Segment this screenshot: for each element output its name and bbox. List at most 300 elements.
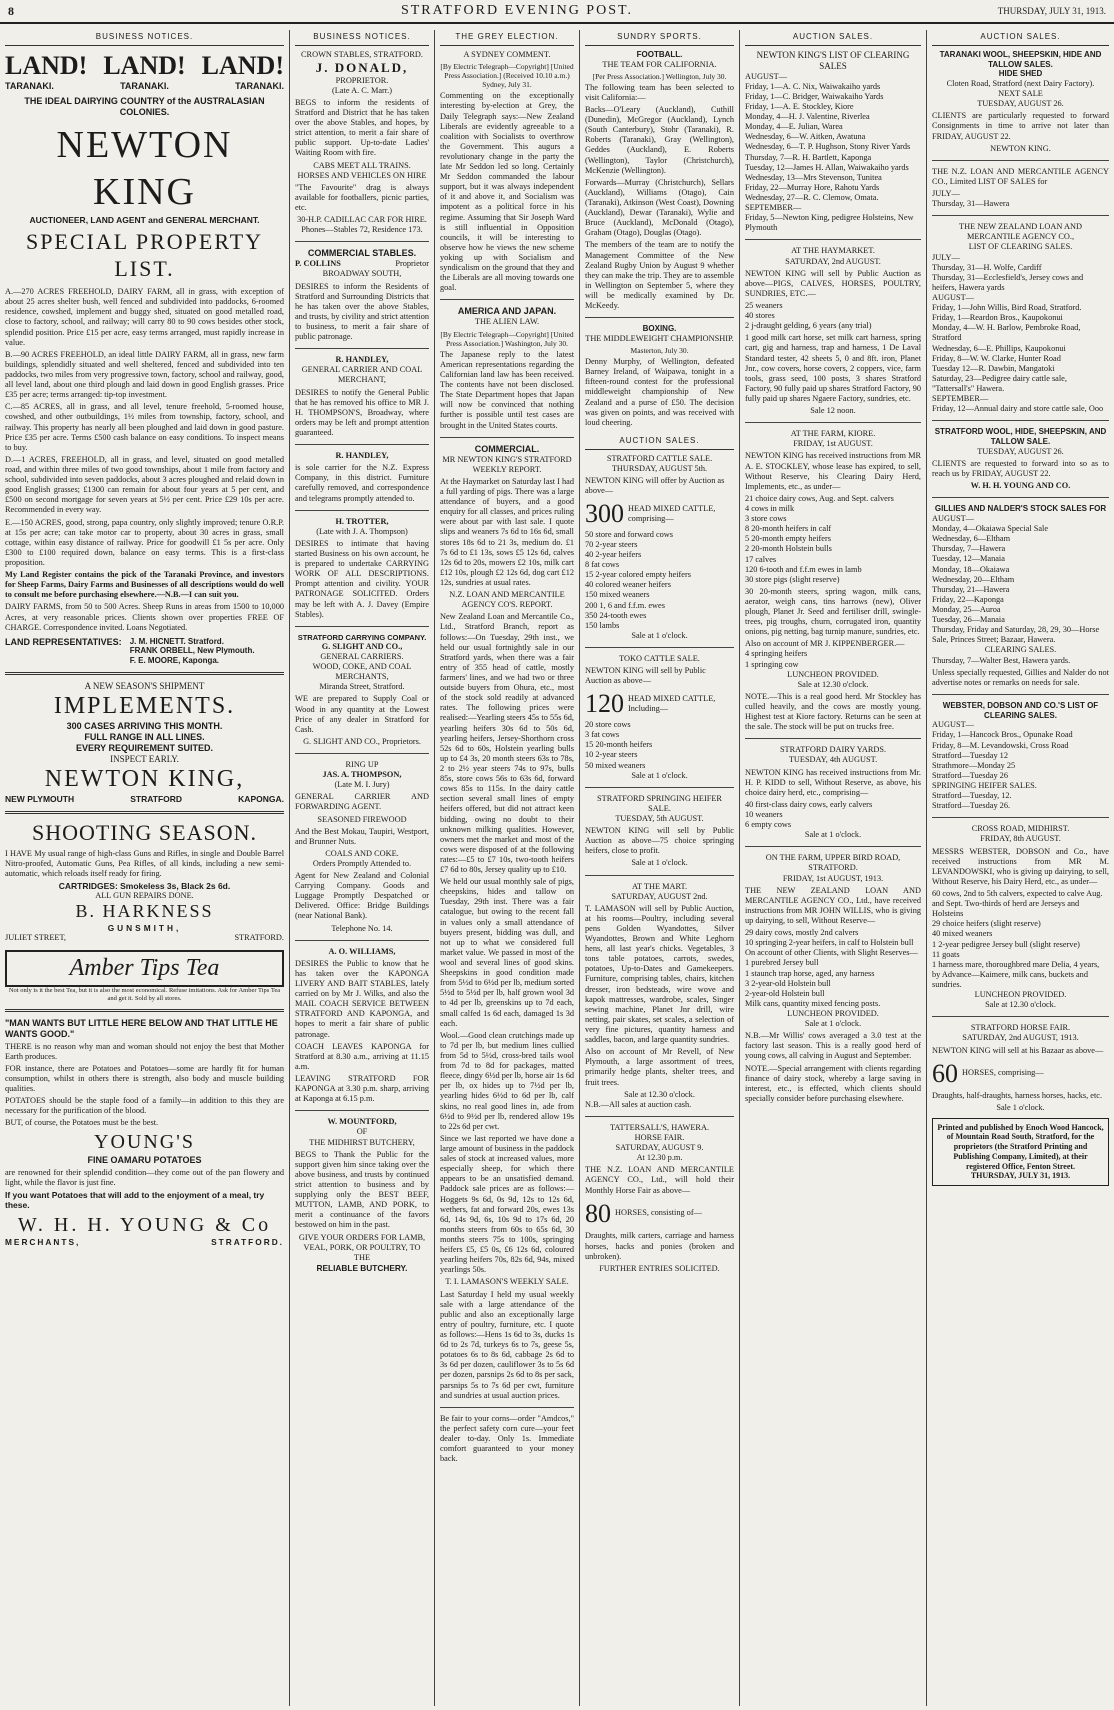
cadillac-line: 30-H.P. CADILLAC CAR FOR HIRE. (297, 215, 427, 225)
list-item: 1 2-year pedigree Jersey bull (slight reserve) (932, 939, 1080, 949)
young-para: FOR instance, there are Potatoes and Potatoes—some are hardly fit for human consumption, whilst in others there is strength, also body and muscle building qualities. (5, 1063, 284, 1093)
cross-road: CROSS ROAD, MIDHIRST. (971, 824, 1070, 834)
horse-fair-heading: STRATFORD HORSE FAIR. (970, 1023, 1071, 1033)
horse-time: At 12.30 p.m. (636, 1153, 683, 1163)
paper-title: STRATFORD EVENING POST. (400, 3, 634, 18)
sale-time: Sale at 1 o'clock. (631, 630, 688, 640)
toko-will: NEWTON KING will sell by Public Auction as above— (585, 666, 706, 686)
list-item: Friday, 12—Annual dairy and store cattle sale, Ooo (932, 404, 1104, 414)
column-6 (927, 30, 1114, 1706)
list-item: 1 springing cow (745, 659, 799, 669)
nzloan-text: Wool.—Good clean crutchings made up to 7d per lb, but medium lines cullied from 5d to 5½d, cross-bred tails wool from 7d to 8d for packages, matted fleece, dingy 6½d per lb, horse air 1s 6d per lb, ox hides up to 7½d per lb, yearling hides 6½d to 6d per lb, calf skins, no real good lines in, ade from 6½d to 9½d per lb, rendered allow 19s to 22s 6d per cwt. (440, 1030, 574, 1131)
list-item: 30 20-month steers, spring wagon, milk cans, aerator, weigh cans, tins harrows (new), Oliver plough, Planet Jr. Seed and fertiliser drill, swingle-trees, pig troughs, churn, corrugated iron, quantity onions, pig netting, bag turnip manure, sundries, etc. (745, 586, 921, 637)
toko-item: 10 2-year steers (585, 750, 638, 760)
issue-date: THURSDAY, JULY 31, 1913. (997, 6, 1106, 16)
favourite-text: "The Favourite" drag is always available for footballers, picnic parties, etc. (295, 182, 429, 213)
list-item: 60 cows, 2nd to 5th calvers, expected to calve Aug. and Sept. Two-thirds of herd are Jerseys and Holsteins (932, 888, 1103, 919)
slight-sig: G. SLIGHT AND CO., Proprietors. (303, 736, 421, 746)
auctioneer-line: AUCTIONEER, LAND AGENT and GENERAL MERCHANT. (29, 215, 260, 226)
rep-name: J. M. HICNETT. Stratford. (129, 636, 224, 646)
list-item: 1 good milk cart horse, set milk cart harness, spring cart, gig and harness, trap and harness, 1 De Laval Standard tester, 42 sheets 5, 0 and 8ft. iron, Planet Jnr., cow covers, horse covers, 2 coppers, vice, farm tools, grass seed, 100 posts, 3 shares Stratford Factory, 90 fully paid up shares Stratford Factory, 90 fully paid up shares Ngaere Factory, sundries, etc. (745, 333, 921, 403)
broadway-south: BROADWAY SOUTH, (322, 269, 402, 279)
list-item: 120 6-tooth and f.f.m ewes in lamb (745, 564, 862, 574)
list-item: 10 springing 2-year heifers, in calf to Holstein bull (745, 938, 914, 948)
springing-text: NEWTON KING will sell by Public Auction as above—75 choice springing heifers, close to profit. (585, 826, 734, 856)
list-item: 2 20-month Holstein bulls (745, 544, 832, 554)
sale-time: Sale at 12.30 o'clock. (985, 1000, 1056, 1010)
list-item: Monday, 4—Okaiawa Special Sale (932, 524, 1049, 534)
list-item: 1 purebred Jersey bull (745, 958, 819, 968)
collins-proprietor: Proprietor (395, 259, 429, 269)
special-property-list: SPECIAL PROPERTY LIST. (25, 229, 264, 282)
midhirst-butchery: THE MIDHIRST BUTCHERY, (309, 1137, 415, 1147)
next-date: TUESDAY, AUGUST 26. (977, 99, 1064, 109)
seasoned-firewood: SEASONED FIREWOOD (317, 814, 407, 824)
list-item: 40 mixed weaners (932, 929, 993, 939)
horse-count: 60 (932, 1058, 958, 1088)
dairy-yards: STRATFORD DAIRY YARDS. (779, 745, 887, 755)
list-item: 4 cows in milk (745, 503, 795, 513)
list-item: Friday, 1—C. Bridger, Waiwakaiho Yards (745, 91, 884, 101)
clients-note: CLIENTS are particularly requested to forward Consignments in time to arrive not later than FRIDAY, AUGUST 22. (932, 111, 1109, 141)
aug-label: AUGUST— (932, 720, 974, 730)
column-header: BUSINESS NOTICES. (5, 30, 284, 46)
members-text: The members of the team are to notify the Management Committee of the New Zealand Rugby Union by August 9 whether they can make the trip. They are to assemble in Wellington on September 5, where they will be medically examined by Dr. McKeedy. (585, 240, 734, 311)
luncheon: LUNCHEON PROVIDED. (974, 990, 1067, 1000)
toko-item: 50 mixed weaners (585, 760, 646, 770)
springing-sale: STRATFORD SPRINGING HEIFER SALE. (597, 793, 722, 813)
list-item: 40 stores (745, 311, 775, 321)
cattle-item: 150 lambs (585, 620, 620, 630)
donald-text: BEGS to inform the residents of Stratford and District that he has taken over the above Stables, and hopes, by strict attention, to merit a fair share of public support. Up-to-date Ladies' Waiting Room with fire. (295, 97, 429, 158)
list-item: Wednesday, 27—R. C. Clemow, Omata. (745, 193, 879, 202)
toko-item: 20 store cows (585, 720, 631, 730)
haymarket: AT THE HAYMARKET. (791, 246, 875, 256)
williams-name: A. O. WILLIAMS, (328, 946, 396, 956)
reliable-butchery: RELIABLE BUTCHERY. (316, 1262, 408, 1273)
man-wants-heading: "MAN WANTS BUT LITTLE HERE BELOW AND THAT LITTLE HE WANTS GOOD." (5, 1017, 278, 1039)
lamason-weekly: T. I. LAMASON'S WEEKLY SALE. (445, 1277, 569, 1287)
branch: STRATFORD (130, 794, 183, 805)
taranaki-word: TARANAKI. (120, 81, 169, 92)
taranaki-word: TARANAKI. (235, 81, 284, 92)
list-item: Thursday, 31—H. Wolfe, Cardiff (932, 262, 1042, 272)
sale-time: Sale 12 noon. (810, 406, 856, 416)
nzloan-report: N.Z. LOAN AND MERCANTILE AGENCY CO'S. REPORT. (449, 590, 565, 610)
impl-line: 300 CASES ARRIVING THIS MONTH. (66, 721, 223, 732)
renowned-text: are renowned for their splendid condition—they come out of the pan flowery and light, while the flavor is just fine. (5, 1167, 284, 1187)
coach-leaves: COACH LEAVES KAPONGA for Stratford at 8.30 a.m., arriving at 11.15 a.m. (295, 1041, 429, 1071)
wool-date: TUESDAY, AUGUST 26. (977, 446, 1064, 456)
kippen-line: Also on account of MR J. KIPPENBERGER.— (745, 639, 905, 649)
sale-time: Sale 1 o'clock. (996, 1103, 1045, 1113)
sale-time: Sale at 1 o'clock. (631, 858, 688, 868)
youngs-title: YOUNG'S (94, 1131, 195, 1154)
toko-sale: TOKO CATTLE SALE. (619, 654, 700, 664)
miranda-street: Miranda Street, Stratford. (319, 682, 405, 692)
nzloan-text: New Zealand Loan and Mercantile Co., Ltd., Stratford Branch, report as follows:—On Tuesday, 29th inst., we held our usual fortnightly sale in our Stratford yards, when there was a fair entry of 355 head of cattle, mostly farmers' lines, and we had two or three outside buyers from Ohura, etc., most of the stock sold readily at advanced rates. The following prices were realised:—Yearling steers 45s to 55s 6d, yearling heifers 30s 6d to 50s 6d, yearling heifers, Jersey-Shorthorn cross 52s 6d to 60s, Holstein yearling bulls up to £4 3s, 20 month steers 63s to 78s, 2 to 2½ year steers 74s to 97s, bulls 85s, store cows 56s to 63s 6d, forward cows 85s to 115s. In the dairy cattle section several small lines of empty heifers offered, but did not attract keen bidding, owing no doubt to their unknown milking qualities. However, owners met the market and most of the cows were disposed of at the following rates:—£5 to £7 10s, two-tooth heifers £7 6d to 80s, Jersey quality up to £10. (440, 612, 574, 875)
nk-clearing-list: NEWTON KING'S LIST OF CLEARING SALES (756, 49, 910, 71)
toko-item: 15 20-month heifers (585, 740, 653, 750)
nzloan-horse: THE N.Z. LOAN AND MERCANTILE AGENCY CO., Ltd., will hold their Monthly Horse Fair as above— (585, 1165, 734, 1195)
slight-name: G. SLIGHT AND CO., (321, 641, 403, 651)
amdcos-ad: Be fair to your corns—order "Amdcos," the perfect safety corn cure—your feet dealer to-day. Only 1s. Immediate comfort guaranteed to your money back. (440, 1413, 574, 1464)
list-item: 2 j-draught gelding, 6 years (any trial) (745, 321, 872, 331)
horse-fair: HORSE FAIR. (634, 1133, 685, 1143)
auction-sales-header: AUCTION SALES. (585, 434, 734, 450)
handley-name: R. HANDLEY, (335, 451, 389, 461)
gillies-heading: GILLIES AND NALDER'S STOCK SALES FOR (934, 504, 1107, 514)
lamason-auction: T. LAMASON will sell by Public Auction, at his rooms—Poultry, including several pens Golden Wyandottes, Silver Wyandottes, Brown and White Leghorn hens, all last year's chicks. Vegetables, 3 tons table potatoes, carrots, swedes, potatoes, Up-to-Dates and Gamekeepers. Furniture, comprising tables, chairs, kitchen dresser, iron bedsteads, wire wove and kapok mattresses, wardrobe, scales, Singer sewing machine, Planet Jnr drill, wire netting, pair skates, set scales, a selection of very fine pictures, quantity harness and saddles, bacon, and large quantity sundries. (585, 903, 734, 1045)
list-item: Stratford—Tuesday 26. (932, 801, 1011, 811)
gunsmith-line: GUNSMITH, (107, 923, 182, 934)
proprietor: PROPRIETOR. (335, 75, 389, 85)
handley2-text: is sole carrier for the N.Z. Express Company, in this district. Furniture carefully removed, and correspondence and telegrams promptly attended to. (295, 463, 429, 503)
late-marr: (Late A. C. Marr.) (332, 85, 392, 95)
clearing-sales: CLEARING SALES. (984, 645, 1057, 655)
column-5 (740, 30, 927, 1706)
cross-text: MESSRS WEBSTER, DOBSON and Co., have received instructions from MR M. LEVANDOWSKI, who is giving up dairying, to sell, Without Reserve, his Dairy Herd, etc., as under— (932, 846, 1109, 886)
page-number: 8 (8, 3, 14, 18)
middle-text: Denny Murphy, of Wellington, defeated Barney Ireland, of Waipawa, tonight in a fifteen-round contest for the professional middleweight championship of New Zealand and a purse of £50. The decision was given on points, and was received with loud cheering. (585, 357, 734, 427)
tattersalls: TATTERSALL'S, HAWERA. (609, 1122, 710, 1132)
cartridges-line: CARTRIDGES: Smokeless 3s, Black 2s 6d. (58, 880, 231, 891)
rep-name: FRANK ORBELL, New Plymouth. (129, 646, 255, 656)
list-item: Thursday, 7—Walter Best, Hawera yards. (932, 655, 1071, 665)
list-item: 29 choice heifers (slight reserve) (932, 919, 1041, 929)
slight-text: WE are prepared to Supply Coal or Wood in any quantity at the Lowest Price of any dealer in Stratford for Cash. (295, 694, 429, 734)
cattle-item: 150 mixed weaners (585, 590, 650, 600)
revell-text: Also on account of Mr Revell, of New Plymouth, a large assortment of trees, primarily hedge plants, shelter trees, and fruit trees. (585, 1047, 734, 1087)
sydney-comment: A SYDNEY COMMENT. (463, 49, 551, 59)
july-label: JULY— (932, 188, 960, 198)
dairy-yards-date: TUESDAY, 4th AUGUST. (788, 755, 878, 765)
list-clearing: LIST OF CLEARING SALES. (968, 242, 1073, 252)
nk-will-offer: NEWTON KING will offer by Auction as above— (585, 475, 725, 495)
springing-date: TUESDAY, 5th AUGUST. (615, 813, 704, 823)
kiore-date: FRIDAY, 1st AUGUST. (793, 439, 873, 449)
property-item: D.—1 ACRES, FREEHOLD, all in grass, and level, situated on good metalled road, and within three miles of two good townships, about 1 mile from factory and school, subdivided into seven paddocks, about 3 acres ploughed and relaid down in good English grasses; £1300 can remain for about four years at 5 per cent, and £500 on second mortgage for seven years at 5½ per cent. Price £29 10s per acre. Recommended in every way. (5, 454, 284, 515)
luncheon: LUNCHEON PROVIDED. (787, 1008, 879, 1018)
list-item: Friday, 1—John Willis, Bird Road, Stratford. (932, 303, 1082, 313)
list-item: Stratford—Tuesday 12 (932, 750, 1008, 760)
list-item: 10 weaners (745, 810, 783, 820)
mountford-text: BEGS to Thank the Public for the support given him since taking over the above business, and trusts by continued strict attention to business and by supplying only the BEST BEEF, MUTTON, LAMB, AND PORK, to merit a continuance of the favors bestowed on him in the past. (295, 1149, 429, 1230)
team-california: THE TEAM FOR CALIFORNIA. (602, 59, 717, 69)
young-para: THERE is no reason why man and woman should not enjoy the best that Mother Earth produces. (5, 1041, 284, 1061)
head-count: 300 (585, 499, 624, 529)
cabs-line: CABS MEET ALL TRAINS. (313, 160, 411, 170)
sale-time: Sale at 12.30 o'clock. (624, 1089, 695, 1099)
land-representatives (5, 637, 284, 666)
alien-text: The Japanese reply to the latest American representations regarding the Californian land law has been received. The contents have not been disclosed. The State Department hopes that Japan will now be convinced that nothing further is possible until test cases are brought in the United States courts. (440, 349, 574, 430)
list-item: Thursday, 7—Hawera (932, 544, 1006, 554)
leaving-stratford: LEAVING STRATFORD FOR KAPONGA at 3.30 p.m. sharp, arriving at Kaponga at 6.15 p.m. (295, 1074, 429, 1104)
telephone-line: Telephone No. 14. (331, 923, 393, 933)
give-orders: GIVE YOUR ORDERS FOR LAMB, VEAL, PORK, OR POULTRY, TO THE (298, 1232, 426, 1262)
next-sale: NEXT SALE (998, 89, 1043, 99)
upper-bird-road: ON THE FARM, UPPER BIRD ROAD, STRATFORD. (765, 853, 901, 873)
haymarket-date: SATURDAY, 2nd AUGUST. (785, 256, 881, 266)
land-banner (5, 50, 284, 82)
cross-date: FRIDAY, 8th AUGUST. (980, 834, 1061, 844)
coals-coke: COALS AND COKE. (325, 848, 399, 858)
july-label: JULY— (932, 252, 960, 262)
branch: NEW PLYMOUTH (5, 794, 75, 805)
list-item: Tuesday, 26—Manaia (932, 615, 1005, 625)
horse-fair-date: SATURDAY, 2nd AUGUST, 1913. (962, 1033, 1079, 1043)
shooting-text: I HAVE My usual range of high-class Guns and Rifles, in single and Double Barrel Nitro-proofed, Automatic Guns, Pea Rifles, of all kinds, including a new semi-automatic, which reloads itself ready for firing. (5, 848, 284, 878)
cattle-item: 350 24-tooth ewes (585, 610, 647, 620)
wire-info: [By Electric Telegraph—Copyright] [United Press Association.] (Received 10.10 a.m.) Sydney, July 31. (440, 61, 574, 90)
list-item: 30 store pigs (slight reserve) (745, 574, 840, 584)
list-item: Wednesday, 13—Mrs Stevenson, Tunitea (745, 172, 882, 182)
list-item: Friday, 8—M. Levandowski, Cross Road (932, 740, 1069, 750)
amber-tips-note: Not only is it the best Tea, but it is also the most economical. Refuse imitations. Ask for Amber Tips Tea and get it. Sold by all stores. (8, 986, 281, 1002)
amber-tips-logo: Amber Tips Tea (5, 950, 284, 987)
stratford-wool-sale: STRATFORD WOOL, HIDE, SHEEPSKIN, AND TALLOW SALE. (934, 427, 1107, 447)
list-item: 3 2-year-old Holstein bull (745, 978, 831, 988)
list-item: Tuesday, 12—Manaia (932, 554, 1005, 564)
horse-fair-text: NEWTON KING will sell at his Bazaar as above— (932, 1045, 1104, 1055)
column-header: SUNDRY SPORTS. (585, 30, 734, 46)
young-para: POTATOES should be the staple food of a family—in addition to this they are necessary for the purification of the blood. (5, 1096, 284, 1116)
column-header: BUSINESS NOTICES. (295, 30, 429, 46)
ring-up: RING UP (345, 759, 379, 769)
list-item: 6 empty cows (745, 820, 792, 830)
list-item: Strathmore—Monday 25 (932, 760, 1016, 770)
clients2-note: CLIENTS are requested to forward into so as to reach us by FRIDAY, AUGUST 22. (932, 458, 1109, 478)
list-item: 3 store cows (745, 514, 787, 524)
merchants-line (5, 1237, 284, 1247)
column-header: THE GREY ELECTION. (440, 30, 574, 46)
list-item: Monday, 4—W. H. Barlow, Pembroke Road, Stratford (932, 323, 1081, 343)
cattle-item: 40 colored weaner heifers (585, 580, 671, 590)
try-these: If you want Potatoes that will add to the enjoyment of a meal, try these. (5, 1190, 265, 1211)
sep-label: SEPTEMBER— (745, 203, 802, 213)
oamaru-line: FINE OAMARU POTATOES (87, 1154, 202, 1165)
column-2 (290, 30, 435, 1706)
land-word: LAND! (5, 50, 88, 80)
list-item: Friday, 22—Kaponga (932, 594, 1004, 604)
other-clients: On account of other Clients, with Slight Reserves— (745, 948, 918, 958)
list-item: Wednesday, 6—E. Phillips, Kaupokonui (932, 343, 1066, 353)
list-item: Tuesday 12—R. Dawbin, Mangatoki (932, 363, 1055, 373)
thompson-late: (Late M. I. Jury) (334, 780, 390, 790)
shooting-season-title: SHOOTING SEASON. (31, 819, 257, 845)
horse-count: 80 (585, 1198, 611, 1228)
phones-line: Phones—Stables 72, Residence 173. (301, 225, 423, 235)
whh-sig: W. H. H. YOUNG AND CO. (970, 481, 1071, 491)
column-1 (0, 30, 290, 1706)
nk-report-text: At the Haymarket on Saturday last I had a full yarding of pigs. There was a large attendance of buyers, and a good enquiry for all classes, and prices ruling were about par with last sale. I quote slips and weaners 7s 6d to 16s 6d, small stores 18s 6d to 21 3s, medium do. £1 7s 6d to £1 13s, sows £5 12s 6d, calves 12s 6d to 20s, mowers £2 10s, milk cart £12 10s, plough £2 12s 6d, dog cart £12 12s, sundries at usual rates. (440, 476, 574, 587)
finance-note: NOTE.—Special arrangement with clients regarding finance of dairy stock, whereby a large saving in interest, etc., is effected, which clients should specially consider before purchasing elsewhere. (745, 1063, 921, 1103)
thompson-name: JAS. A. THOMPSON, (322, 770, 402, 780)
cattle-item: 8 fat cows (585, 560, 620, 570)
list-item: Friday, 1—A. C. Nix, Waiwakaiho yards (745, 81, 881, 91)
property-item: A.—270 ACRES FREEHOLD, DAIRY FARM, all in grass, with exception of about 25 acres shelter bush, well fenced and subdivided into paddocks, 6-roomed residence, cowshed, implement and buggy shed, situated on good metalled road, close to factory, school, and railway; will carry 80 to 90 cows besides other stock, splendid position. Price £15 per acre, easy terms arranged, must rapidly increase in value. (5, 287, 284, 347)
head-120 (585, 688, 734, 720)
mokau-line: And the Best Mokau, Taupiri, Westport, and Brunner Nuts. (295, 826, 429, 846)
imprint-date: THURSDAY, JULY 31, 1913. (970, 1171, 1071, 1181)
head-count: 120 (585, 689, 624, 719)
collins-name: P. COLLINS (295, 259, 341, 269)
handley-name: R. HANDLEY, (335, 355, 389, 365)
repairs-line: ALL GUN REPAIRS DONE. (95, 891, 194, 901)
list-item: 21 choice dairy cows, Aug. and Sept. calvers (745, 493, 894, 503)
list-item: Thursday, Friday and Saturday, 28, 29, 30—Horse Sale, Princes Street; Bazaar, Hawera. (932, 625, 1100, 645)
printer-imprint (932, 1118, 1109, 1187)
hide-shed: HIDE SHED (998, 69, 1043, 79)
haymarket-text: NEWTON KING will sell by Public Auction as above—PIGS, CALVES, HORSES, POULTRY, SUNDRIES, ETC.— (745, 268, 921, 298)
nzloan-heading: THE NEW ZEALAND LOAN AND MERCANTILE AGENCY CO., (959, 222, 1082, 242)
team-text: The following team has been selected to visit California:— (585, 82, 734, 102)
draughts-text: Draughts, milk carters, carriage and harness horses, hacks and ponies (broken and unbroken). (585, 1231, 734, 1261)
alien-wire: [By Electric Telegraph—Copyright] [United Press Association.] Washington, July 30. (440, 329, 574, 348)
merchants: MERCHANTS, (5, 1237, 81, 1248)
young-para: BUT, of course, the Potatoes must be the best. (5, 1118, 159, 1128)
columns (0, 30, 1114, 1706)
taranaki-wool-sales: TARANAKI WOOL, SHEEPSKIN, HIDE AND TALLOW SALES. (939, 49, 1102, 69)
list-item: 5 20-month empty heifers (745, 534, 831, 544)
column-4 (580, 30, 740, 1706)
imprint-text: Printed and published by Enoch Wood Hancock, of Mountain Road South, Stratford, for the proprietors (the Stratford Printing and Publishing Company, Limited), at their registered Office, Fenton Street. (937, 1122, 1104, 1171)
harkness-name: B. HARKNESS (75, 901, 214, 922)
column-3 (435, 30, 580, 1706)
juliet-address (5, 933, 284, 943)
list-item: 40 first-class dairy cows, early calvers (745, 799, 873, 809)
forwarding-agent: GENERAL CARRIER AND FORWARDING AGENT. (295, 792, 429, 812)
webster-heading: WEBSTER, DOBSON AND CO.'S LIST OF CLEARING SALES. (942, 700, 1099, 720)
handley-role: GENERAL CARRIER AND COAL MERCHANT, (301, 365, 423, 385)
taranaki-banner (5, 81, 284, 92)
upper-date: FRIDAY, 1st AUGUST, 1913. (782, 873, 884, 883)
sep-label: SEPTEMBER— (932, 394, 989, 404)
handley-text: DESIRES to notify the General Public that he has removed his office to MR J. H. THOMPSON'S, Broadway, where orders may be left and prompt attention guaranteed. (295, 387, 429, 437)
nzloan-text: Since we last reported we have done a large amount of business in the paddock sales of stock at increased values, more especially sheep, for which there appears to be an unsatisfied demand. Paddock sale prices are as follows:—Hoggets 9s 6d, 0s 9d, 12s to 12s 6d, wethers, fat and forward 20s, ewes 13s 6d, 14s 9d, 6s, 10s 9d to 17s 6d, 20 months steers from 60s to 65s 6d, 30 months steers 75s to 100s, springing heifers £5, £5 0s, £6 12s 6d, coloured yearling heifers 70s, 82s 6d, 94s, mixed yearlings 50s. (440, 1133, 574, 1275)
list-item: Friday, 22—Murray Hore, Rahotu Yards (745, 182, 880, 192)
list-item: Saturday, 23—Pedigree dairy cattle sale, "Tattersall's" Hawera. (932, 373, 1067, 393)
town: STRATFORD. (211, 1237, 284, 1248)
list-item: Stratford—Tuesday 26 (932, 770, 1008, 780)
dairy-farms-note: DAIRY FARMS, from 50 to 500 Acres. Sheep Runs in areas from 1500 to 10,000 Acres, at very reasonable prices. Clients shown over properties FREE OF CHARGE. Correspondence invited. Loans Negotiated. (5, 602, 284, 632)
commercial-stables: COMMERCIAL STABLES. (307, 248, 417, 259)
horses-text: HORSES, consisting of— (615, 1208, 702, 1218)
cattle-item: 200 1, 6 and f.f.m. ewes (585, 600, 665, 610)
impl-line: EVERY REQUIREMENT SUITED. (75, 743, 214, 754)
horses-60 (932, 1058, 1109, 1090)
impl-line: FULL RANGE IN ALL LINES. (84, 732, 205, 743)
list-item: Wednesday, 20—Eltham (932, 574, 1015, 584)
list-item: Milk cans, quantity mixed fencing posts. (745, 998, 881, 1008)
head-text: HEAD MIXED CATTLE, comprising— (628, 503, 716, 523)
horse-types: Draughts, half-draughts, harness horses, hacks, etc. (932, 1091, 1103, 1101)
list-item: Wednesday, 6—T. P. Hughson, Stony River Yards (745, 142, 911, 152)
sale-time: Sale at 1 o'clock. (804, 1019, 862, 1029)
list-item: 8 20-month heifers in calf (745, 524, 832, 534)
sale-time: Sale at 12.30 o'clock. (797, 679, 869, 689)
nb-cash: N.B.—All sales at auction cash. (585, 1099, 692, 1109)
donald-name: J. DONALD, (315, 59, 409, 75)
trotter-late: (Late with J. A. Thompson) (316, 526, 408, 536)
rep-name: F. E. MOORE, Kaponga. (129, 656, 220, 666)
reps-label: LAND REPRESENTATIVES: (5, 636, 122, 647)
sale-time: Sale at 1 o'clock. (804, 830, 862, 840)
branches (5, 794, 284, 804)
mart-date: SATURDAY, AUGUST 2nd. (611, 891, 708, 901)
collins-line (295, 259, 429, 269)
list-item: Thursday, 31—Hawera (932, 199, 1010, 209)
trotter-name: H. TROTTER, (335, 516, 389, 526)
land-word: LAND! (103, 50, 186, 80)
list-item: Monday, 25—Auroa (932, 604, 1001, 614)
list-item: Stratford—Tuesday, 12. (932, 791, 1012, 801)
impl-line: INSPECT EARLY. (110, 754, 179, 765)
list-item: Friday, 1—Hancock Bros., Opunake Road (932, 730, 1073, 740)
horses-hire: HORSES AND VEHICLES ON HIRE (297, 170, 427, 180)
list-item: Friday, 1—Reardon Bros., Kaupokonui (932, 313, 1063, 323)
willis-nb: N.B.—Mr Willis' cows averaged a 3.0 test at the factory last season. This is a really good herd of young cows, all calving in August and September. (745, 1031, 921, 1061)
list-item: Thursday, 21—Hawera (932, 584, 1010, 594)
nk-sig: NEWTON KING. (990, 143, 1051, 153)
america-japan: AMERICA AND JAPAN. (457, 306, 557, 317)
williams-text: DESIRES the Public to know that he has taken over the KAPONGA LIVERY AND BAIT STABLES, lately carried on by Mr J. Wilks, and also the MAIL COACH SERVICE BETWEEN STRATFORD AND KAPONGA, and hopes to merit a fair share of public patronage. (295, 958, 429, 1039)
cattle-item: 15 2-year colored empty heifers (585, 570, 691, 580)
list-item: 1 harness mare, thoroughbred mare Delia, 4 years, by Advance—Kaimere, milk cans, buckets and sundries. (932, 959, 1100, 989)
football-heading: FOOTBALL. (636, 49, 683, 59)
of-line: OF (356, 1127, 368, 1137)
at-the-mart: AT THE MART. (631, 881, 688, 891)
lamason-text: Last Saturday I held my usual weekly sale with a large attendance of the public and also an exceptionally large entry of poultry, furniture, etc. I quote as follows:—Hens 1s 6d to 3s, ducks 1s 6d to 2s 7d, turkeys 6s to 7s, geese 5s, potatoes 6s to 8s 6d, cabbage 2s 6d to 3s 6d per dozen, cauliflower 3s to 5s 6d per dozen, parsnips 2s 6d to 8s per sack, parsnips 5s to 7s 6d per cwt, furniture and sundries at usual auction prices. (440, 1289, 574, 1400)
list-item: 29 dairy cows, mostly 2nd calvers (745, 928, 859, 938)
implements-title: IMPLEMENTS. (53, 692, 236, 719)
agent-text: Agent for New Zealand and Colonial Carrying Company. Goods and Luggage Promptly Despatched or Delivered. Office: Bridge Buildings (near National Bank). (295, 871, 429, 921)
orders-attended: Orders Promptly Attended to. (312, 858, 412, 868)
list-item: Monday, 18—Okaiawa (932, 564, 1010, 574)
crown-stables: CROWN STABLES, STRATFORD. (301, 49, 423, 59)
newton-king-title: NEWTON KING (56, 124, 233, 213)
list-item: Monday, 4—E. Julian, Warea (745, 122, 843, 132)
horses-text: HORSES, comprising— (962, 1068, 1044, 1078)
list-item: 17 calves (745, 554, 777, 564)
branch: KAPONGA. (238, 794, 284, 805)
cloten-road: Cloten Road, Stratford (next Dairy Factory). (946, 79, 1095, 88)
town: STRATFORD. (234, 933, 284, 943)
head-text: HEAD MIXED CATTLE, Including— (628, 694, 716, 714)
taranaki-word: TARANAKI. (5, 81, 54, 92)
cattle-date: THURSDAY, AUGUST 5th. (611, 463, 708, 473)
aug-label: AUGUST— (932, 513, 974, 523)
list-item: Wednesday, 6—Eltham (932, 534, 1011, 544)
trotter-text: DESIRES to intimate that having started Business on his own account, he is prepared to undertake CARRYING WORK OF ALL DESCRIPTIONS. Prompt attention and civility. YOUR PATRONAGE SOLICITED. Orders may be left with A. J. Davey (Empire Stables). (295, 538, 429, 619)
further-entries: FURTHER ENTRIES SOLICITED. (599, 1263, 720, 1273)
list-item: Monday, 4—H. J. Valentine, Riverlea (745, 112, 870, 122)
forwards-list: Forwards—Murray (Christchurch), Sellars (Auckland), Williams (Otago), Cain (Taranaki), Atkinson (West Coast), Downing (Auckland), Dewar (Taranaki), Wylie and Bruce (Auckland), McDonald (Otago), Graham (Otago), Douglas (Otago). (585, 177, 734, 238)
column-header: AUCTION SALES. (932, 30, 1109, 46)
unless-note: Unless specially requested, Gillies and Nalder do not advertise notes or remarks on needs for sale. (932, 667, 1109, 687)
middleweight-heading: THE MIDDLEWEIGHT CHAMPIONSHIP. (585, 333, 734, 343)
street: JULIET STREET, (5, 933, 66, 943)
commercial-heading: COMMERCIAL. (474, 443, 540, 454)
list-item: SPRINGING HEIFER SALES. (932, 780, 1037, 790)
list-item: 25 weaners (745, 300, 783, 310)
list-item: Thursday, 31—Ecclesfield's, Jersey cows and heifers, Hawera yards (932, 272, 1084, 292)
property-item: E.—150 ACRES, good, strong, papa country, only slightly improved; tenure O.R.P. at 15s per acre; can take motor car to property, about 30 acres in grass, small cottage, within easy distance of railway. Price for goodwill £1 5s per acre. Only £300 to £100 required down, balance on easy terms. This is a first-class proposition. (5, 517, 284, 567)
backs-list: Backs—O'Leary (Auckland), Cuthill (Dunedin), McGregor (Auckland), Lynch (South Canterbury), Stohr (Taranaki), R. Roberts (Taranaki), Gray (Wellington), Geddes (Auckland), E. Roberts (Wellington), Taylor (Christchurch), McKenzie (Wellington). (585, 104, 734, 175)
boxing-heading: BOXING. (642, 324, 677, 334)
cattle-sale: STRATFORD CATTLE SALE. (606, 453, 713, 463)
willis-text: THE NEW ZEALAND LOAN AND MERCANTILE AGENCY CO., Ltd., have received instructions from MR JOHN WILLIS, who is giving up dairying, to sell, Without Reserve— (745, 885, 921, 925)
